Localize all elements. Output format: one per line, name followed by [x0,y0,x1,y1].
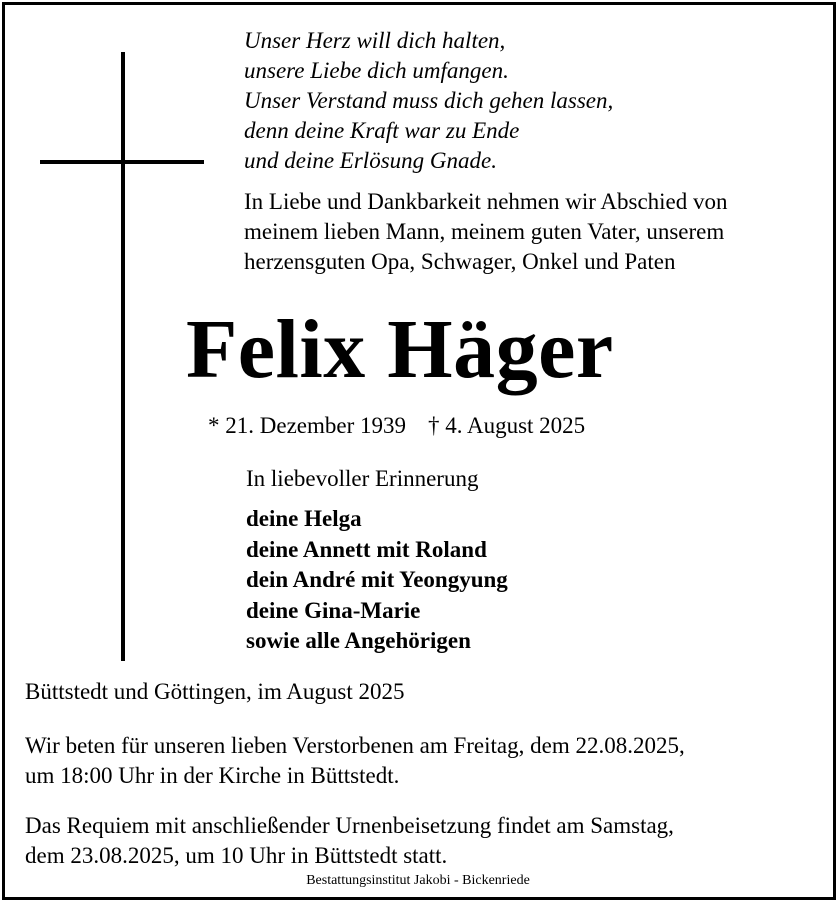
cross-vertical-bar [121,52,125,661]
farewell-intro [244,187,728,277]
cross-horizontal-bar [40,160,204,164]
funeral-home-credit: Bestattungsinstitut Jakobi - Bickenriede [306,873,530,888]
memory-line: In liebevoller Erinnerung [246,466,479,491]
service-line: Das Requiem mit anschließender Urnenbeisetzung findet am Samstag, [25,813,674,838]
poem-line: denn deine Kraft war zu Ende [244,118,520,143]
mourner-item: deine Annett mit Roland [246,536,487,562]
requiem-notice [25,811,674,871]
death-date: † 4. August 2025 [428,413,586,438]
service-line: um 18:00 Uhr in der Kirche in Büttstedt. [25,763,400,788]
birth-date: * 21. Dezember 1939 [208,413,406,438]
intro-line: In Liebe und Dankbarkeit nehmen wir Abschied von [244,189,728,214]
deceased-name: Felix Häger [186,303,614,396]
intro-line: meinem lieben Mann, meinem guten Vater, unserem [244,219,725,244]
life-dates [208,411,585,441]
service-line: Wir beten für unseren lieben Verstorbenen am Freitag, dem 22.08.2025, [25,733,685,758]
mourner-item: deine Helga [246,506,362,531]
mourner-item: deine Gina-Marie [246,597,421,623]
place-and-date: Büttstedt und Göttingen, im August 2025 [25,679,405,704]
poem-line: und deine Erlösung Gnade. [244,148,497,173]
mourner-item: sowie alle Angehörigen [246,628,471,653]
mourner-item: dein André mit Yeongyung [246,567,508,592]
mourners-list [246,504,508,657]
prayer-service-notice [25,731,685,791]
service-line: dem 23.08.2025, um 10 Uhr in Büttstedt statt. [25,843,448,868]
poem [244,26,613,176]
poem-line: unsere Liebe dich umfangen. [244,58,509,83]
poem-line: Unser Herz will dich halten, [244,28,506,53]
poem-line: Unser Verstand muss dich gehen lassen, [244,88,614,113]
intro-line: herzensguten Opa, Schwager, Onkel und Paten [244,249,676,274]
